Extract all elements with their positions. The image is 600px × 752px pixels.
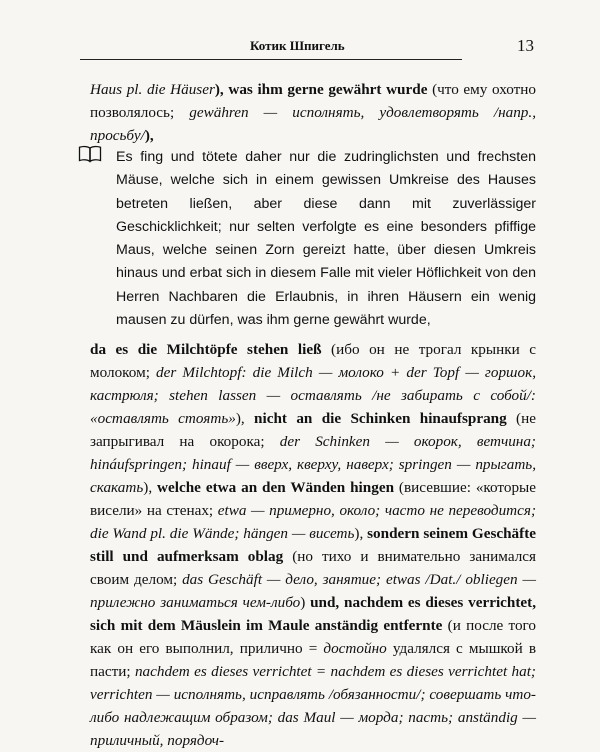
gloss-punct: ), [143, 479, 158, 496]
running-header [80, 38, 534, 58]
gloss-punct: ), [354, 525, 368, 542]
gloss-italic: достойно [323, 640, 387, 657]
german-phrase: und, nachdem es dieses verrichtet, sich mit dem Mäuslein im Maule anständig entfernte [90, 594, 536, 634]
gloss-italic: gewähren — исполнять, удовлетворять /напр., просьбу/ [90, 104, 536, 144]
gloss-italic: Haus pl. die Häuser [90, 81, 215, 98]
gloss-italic: der Schinken — окорок, ветчина; hináufspringen; hinauf — вверх, кверху, наверх; springen — прыгать, скакать [90, 433, 536, 496]
gloss-italic: das Geschäft — дело, занятие; etwas /Dat./ obliegen — прилежно заниматься чем-либо [90, 571, 536, 611]
gloss-punct: ), [214, 81, 229, 98]
original-german-paragraph: Es fing und tötete daher nur die zudringlichsten und frechsten Mäuse, welche sich in einem gewissen Umkreise des Hauses betreten ließen, aber diese dann mit zuverlässiger Geschicklichkeit; nur selten verfolgte es eine besonders pfiffige Maus, welche seinen Zorn gereizt hatte, über diesen Umkreis hinaus und erbat sich in diesem Falle mit vieler Höflichkeit von den Herren Nachbaren die Erlaubnis, in ihren Häusern ein wenig mausen zu dürfen, was ihm gerne gewährt wurde, [116, 149, 536, 329]
translation: удалялся с мышкой в пасти; [90, 640, 537, 680]
gloss-punct: ) [300, 594, 311, 611]
translation: (ибо он не трогал крынки с молоком; [90, 341, 536, 381]
gloss-punct: ), [144, 127, 154, 144]
translation: (и после того как он его выполнил, прилично = [90, 617, 536, 657]
header-title: Котик Шпигель [250, 38, 345, 53]
translation: (не запрыгивал на окорока; [90, 410, 536, 450]
page-number: 13 [517, 36, 534, 55]
translation: (что ему охотно позволялось; [90, 81, 536, 121]
header-rule [80, 59, 462, 60]
open-book-icon [78, 145, 102, 163]
german-phrase: sondern seinem Geschäfte still und aufmerksam oblag [90, 525, 536, 565]
gloss-italic: etwa — примерно, около; часто не переводится; die Wand pl. die Wände; hängen — висеть [90, 502, 536, 542]
german-phrase: nicht an die Schinken hinaufsprang [254, 410, 507, 427]
gloss-italic: nachdem es dieses verrichtet = nachdem es dieses verrichtet hat; verrichten — исполнять, исправлять /обязанности/; совершать что-либо надлежащим образом; das Maul — морда; пасть; anständig — приличный, порядоч- [90, 663, 536, 749]
translation: (висевшие: «которые висели» на стенах; [90, 479, 536, 519]
commentary-paragraph-2 [90, 338, 536, 752]
translation: (но тихо и внимательно занимался своим делом; [90, 548, 536, 588]
gloss-italic: der Milchtopf: die Milch — молоко + der Topf — горшок, кастрюля; stehen lassen — оставлять /не забирать с собой/: «оставлять стоять» [90, 364, 537, 427]
commentary-paragraph-1 [90, 78, 536, 147]
german-phrase: was ihm gerne gewährt wurde [228, 81, 428, 98]
german-phrase: welche etwa an den Wänden hingen [157, 479, 395, 496]
gloss-punct: ), [235, 410, 255, 427]
german-phrase: da es die Milchtöpfe stehen ließ [90, 341, 322, 358]
